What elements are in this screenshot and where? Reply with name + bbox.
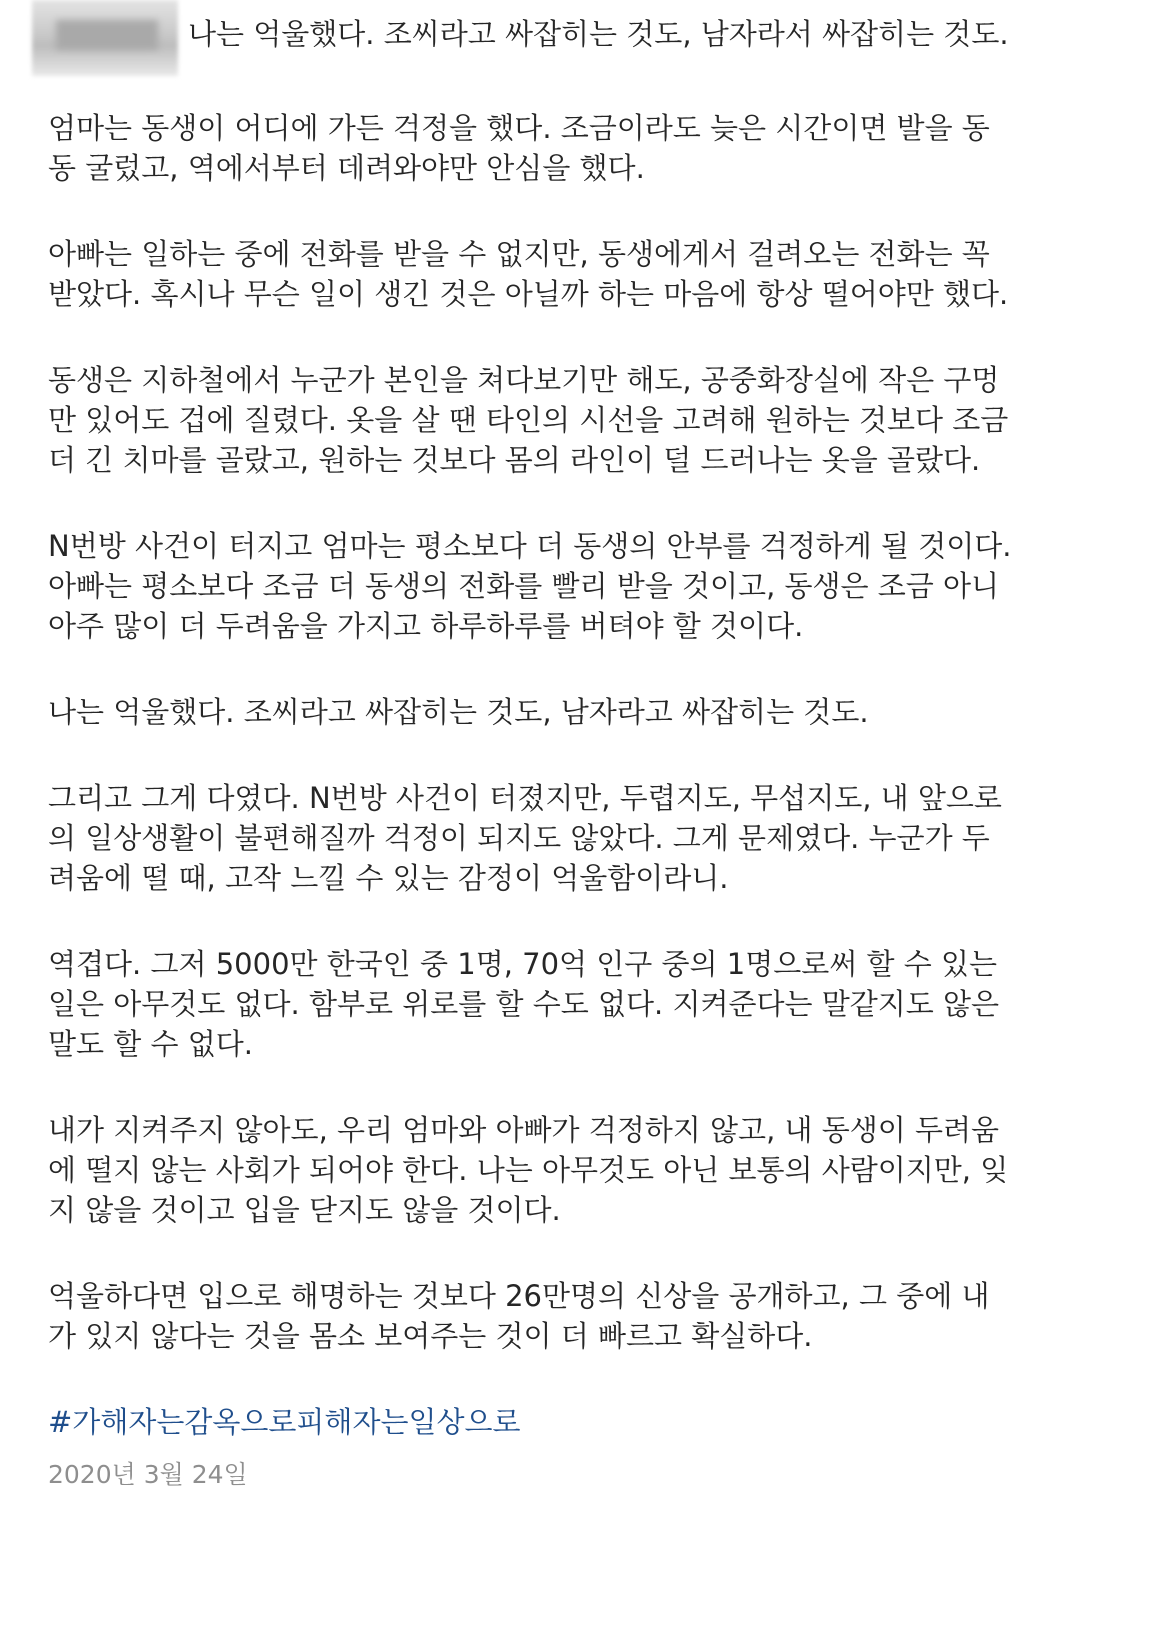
paragraph-9 (48, 1110, 1138, 1230)
paragraph-line: 일은 아무것도 없다. 함부로 위로를 할 수도 없다. 지켜준다는 말같지도 않은 (48, 987, 1000, 1021)
paragraph-1 (188, 14, 1009, 54)
caption-first-line (48, 14, 1138, 62)
paragraph-line: 동생은 지하철에서 누군가 본인을 쳐다보기만 해도, 공중화장실에 작은 구멍 (48, 363, 1000, 397)
paragraph-7 (48, 778, 1138, 898)
paragraph-line: 에 떨지 않는 사회가 되어야 한다. 나는 아무것도 아닌 보통의 사람이지만, 잊 (48, 1153, 1009, 1187)
blurred-thumbnail (32, 0, 178, 76)
paragraph-10 (48, 1276, 1138, 1356)
paragraph-line: 아주 많이 더 두려움을 가지고 하루하루를 버텨야 할 것이다. (48, 609, 804, 643)
paragraph-3 (48, 234, 1138, 314)
paragraph-line: 려움에 떨 때, 고작 느낄 수 있는 감정이 억울함이라니. (48, 861, 729, 895)
paragraph-line: 동 굴렀고, 역에서부터 데려와야만 안심을 했다. (48, 151, 645, 185)
paragraph-2 (48, 108, 1138, 188)
hashtag-link[interactable]: #가해자는감옥으로피해자는일상으로 (48, 1405, 521, 1439)
paragraph-line: 엄마는 동생이 어디에 가든 걱정을 했다. 조금이라도 늦은 시간이면 발을 동 (48, 111, 990, 145)
paragraph-line: 아빠는 일하는 중에 전화를 받을 수 없지만, 동생에게서 걸려오는 전화는 꼭 (48, 237, 990, 271)
paragraph-line: 아빠는 평소보다 조금 더 동생의 전화를 빨리 받을 것이고, 동생은 조금 아니 (48, 569, 1000, 603)
paragraph-6 (48, 692, 1138, 732)
paragraph-line: 의 일상생활이 불편해질까 걱정이 되지도 않았다. 그게 문제였다. 누군가 두 (48, 821, 990, 855)
paragraph-line: 나는 억울했다. 조씨라고 싸잡히는 것도, 남자라서 싸잡히는 것도. (188, 17, 1009, 51)
paragraph-line: N번방 사건이 터지고 엄마는 평소보다 더 동생의 안부를 걱정하게 될 것이다. (48, 529, 1012, 563)
paragraph-line: 만 있어도 겁에 질렸다. 옷을 살 땐 타인의 시선을 고려해 원하는 것보다 조금 (48, 403, 1009, 437)
paragraph-line: 역겹다. 그저 5000만 한국인 중 1명, 70억 인구 중의 1명으로써 할 수 있는 (48, 947, 997, 981)
paragraph-line: 말도 할 수 없다. (48, 1027, 253, 1061)
paragraph-line: 그리고 그게 다였다. N번방 사건이 터졌지만, 두렵지도, 무섭지도, 내 앞으로 (48, 781, 1002, 815)
paragraph-line: 내가 지켜주지 않아도, 우리 엄마와 아빠가 걱정하지 않고, 내 동생이 두려움 (48, 1113, 1000, 1147)
paragraph-line: 지 않을 것이고 입을 닫지도 않을 것이다. (48, 1193, 561, 1227)
paragraph-line: 나는 억울했다. 조씨라고 싸잡히는 것도, 남자라고 싸잡히는 것도. (48, 695, 869, 729)
paragraph-line: 받았다. 혹시나 무슨 일이 생긴 것은 아닐까 하는 마음에 항상 떨어야만 했다. (48, 277, 1009, 311)
paragraph-line: 더 긴 치마를 골랐고, 원하는 것보다 몸의 라인이 덜 드러나는 옷을 골랐다. (48, 443, 981, 477)
paragraph-4 (48, 360, 1138, 480)
paragraph-line: 억울하다면 입으로 해명하는 것보다 26만명의 신상을 공개하고, 그 중에 내 (48, 1279, 990, 1313)
paragraph-line: 가 있지 않다는 것을 몸소 보여주는 것이 더 빠르고 확실하다. (48, 1319, 813, 1353)
post-caption (48, 14, 1138, 1492)
paragraph-8 (48, 944, 1138, 1064)
paragraph-5 (48, 526, 1138, 646)
post-date: 2020년 3월 24일 (48, 1460, 248, 1489)
